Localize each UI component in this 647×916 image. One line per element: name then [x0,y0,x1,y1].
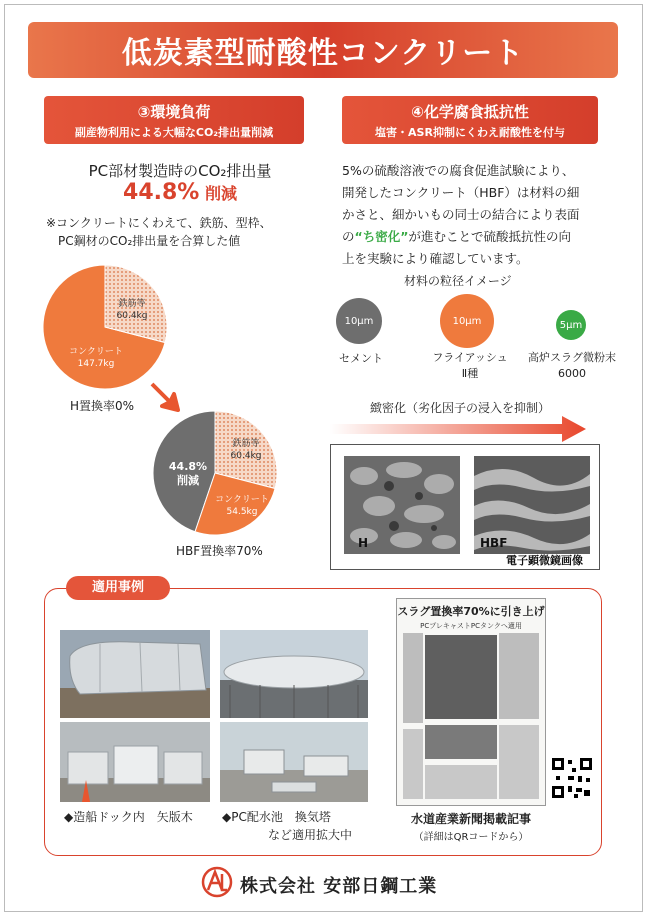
footnote [46,214,316,250]
pie2-steel-value: 60.4kg [230,451,262,461]
page-title: 低炭素型耐酸性コンクリート [121,36,525,71]
news-subheadline: PCプレキャストPCタンクへ適用 [420,622,522,630]
pie2-concrete-value: 54.5kg [226,507,258,517]
body-line-1: 5%の硫酸溶液での腐食促進試験により、 [342,163,575,178]
title-banner [28,22,618,78]
pie1-caption: H置換率0% [70,399,135,413]
pie2-steel-label: 鉄筋等 [232,439,260,449]
company-logo [200,866,234,898]
particle-name-cement [326,350,396,366]
particle-slag [556,310,586,340]
pie1-concrete-value: 147.7kg [77,359,115,369]
particle-grade: 6000 [558,367,586,380]
body-line-4c: が進むことで硫酸抵抗性の向 [408,229,571,244]
reduction-headline [70,180,290,205]
photo-shipdock [60,630,210,718]
news-body-image [403,633,541,801]
newspaper-clipping [396,598,546,806]
pie1-steel-label: 鉄筋等 [118,299,146,309]
co2-title: PC部材製造時のCO₂排出量 [88,162,272,180]
section-title: ③環境負荷 [137,103,211,121]
cases-label: 適用事例 [66,576,170,600]
pie2-reduce-word: 削減 [177,474,199,487]
particle-name-flyash [420,350,520,382]
news-headline: スラグ置換率70%に引き上げ [397,605,545,618]
pie2-caption: HBF置換率70% [176,544,263,558]
case-caption-tank: ◆PC配水池 換気塔 [222,810,331,824]
particle-flyash [440,294,494,348]
particle-name: フライアッシュ [432,351,508,364]
section-title: ④化学腐食抵抗性 [411,103,529,121]
micrograph-caption: 電子顕微鏡画像 [506,554,583,567]
particle-size: 5μm [559,319,583,331]
footnote-line-1: ※コンクリートにくわえて、鉄筋、型枠、 [46,216,272,230]
company-name: 株式会社 安部日鋼工業 [240,876,438,897]
body-line-4 [342,226,612,248]
pie2-concrete-label: コンクリート [215,495,269,505]
footnote-line-2: PC鋼材のCO₂排出量を合算した値 [58,234,241,248]
qr-code-icon[interactable] [550,756,594,800]
body-line-5: 上を実験により確認しています。 [342,251,529,266]
case-caption-expansion: など適用拡大中 [268,828,353,842]
particle-name: 高炉スラグ微粉末 [528,351,616,364]
particle-name-slag [520,350,624,382]
body-line-4a: の [342,229,355,244]
body-text [342,160,612,270]
photo-blocks [60,722,210,802]
pie2-reduce-label: 44.8% [168,460,208,473]
section-heading-chemical [342,96,598,144]
densification-label: 緻密化（劣化因子の浸入を抑制） [370,401,551,415]
particle-size: 10μm [452,315,482,327]
news-caption: 水道産業新聞掲載記事 [410,812,531,826]
pie-chart-h0 [40,262,170,392]
micrograph-hbf-label: HBF [480,536,508,550]
photo-vent-tower [220,722,368,802]
news-caption-sub: （詳細はQRコードから） [413,832,529,843]
particle-name: セメント [339,352,383,365]
reduction-word: 削減 [204,184,237,203]
body-line-2: 開発したコンクリート（HBF）は材料の細 [342,185,580,200]
particle-size: 10μm [344,315,374,327]
pie1-concrete-label: コンクリート [69,347,123,357]
pie1-steel-value: 60.4kg [116,311,148,321]
section-subtitle: 塩害・ASR抑制にくわえ耐酸性を付与 [375,126,565,139]
gradient-arrow [330,416,586,442]
section-subtitle: 副産物利用による大幅なCO₂排出量削減 [74,126,274,139]
particle-title: 材料の粒径イメージ [404,274,512,288]
reduction-value: 44.8% [123,180,200,205]
section-heading-environment [44,96,304,144]
pie-chart-hbf70 [150,408,280,538]
particle-grade: Ⅱ種 [461,367,479,380]
dense-keyword: “ち密化” [354,229,409,244]
micrograph-h-label: H [358,536,369,550]
particle-cement [336,298,382,344]
body-line-3: かさと、細かいもの同士の結合により表面 [342,207,580,222]
case-caption-shipdock: ◆造船ドック内 矢版木 [64,810,193,824]
photo-water-tank [220,630,368,718]
